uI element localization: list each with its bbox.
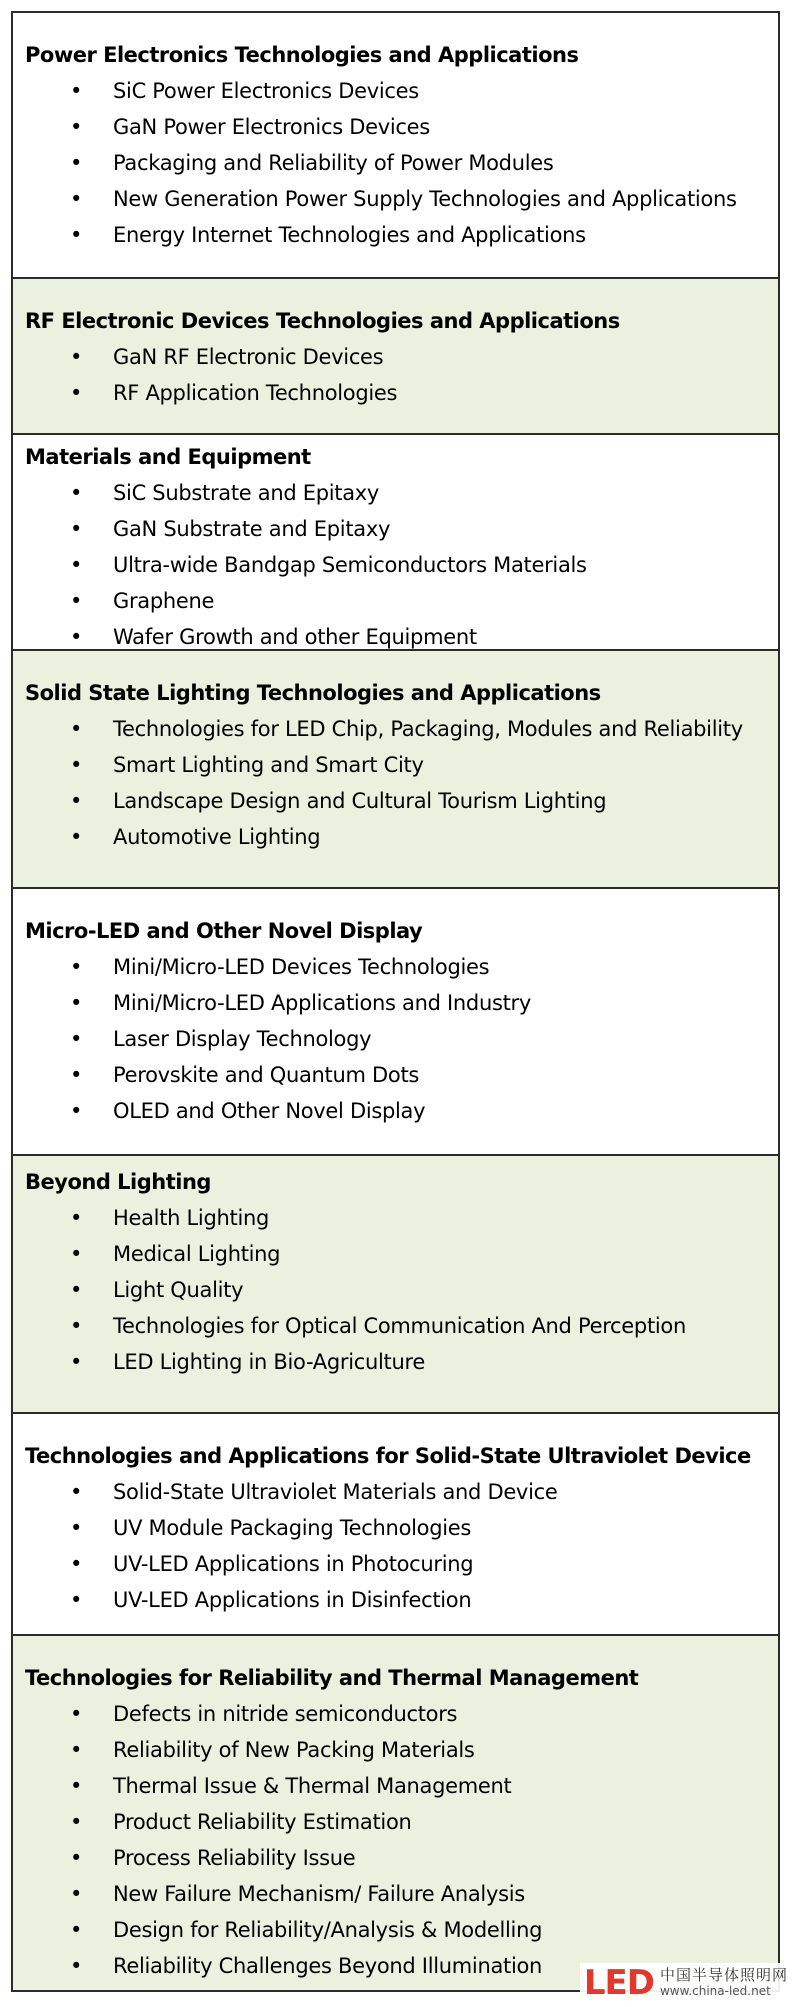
bullet-icon: • <box>70 1954 83 1978</box>
bullet-icon: • <box>70 517 83 541</box>
bullet-icon: • <box>70 1846 83 1870</box>
bullet-icon: • <box>70 1027 83 1051</box>
list-item <box>25 1236 770 1272</box>
list-item <box>25 109 770 145</box>
bullet-icon: • <box>70 1738 83 1762</box>
item-text: Automotive Lighting <box>113 825 321 849</box>
bullet-icon: • <box>70 1774 83 1798</box>
item-text: Graphene <box>113 589 215 613</box>
item-text: GaN RF Electronic Devices <box>113 345 384 369</box>
list-item <box>25 1696 770 1732</box>
item-text: GaN Substrate and Epitaxy <box>113 517 391 541</box>
section-power-electronics <box>13 13 778 279</box>
item-text: Reliability of New Packing Materials <box>113 1738 475 1762</box>
bullet-icon: • <box>70 825 83 849</box>
item-text: Mini/Micro-LED Applications and Industry <box>113 991 531 1015</box>
bullet-icon: • <box>70 1206 83 1230</box>
list-item <box>25 1546 770 1582</box>
bullet-icon: • <box>70 79 83 103</box>
item-text: Reliability Challenges Beyond Illumination <box>113 1954 543 1978</box>
list-item <box>25 1768 770 1804</box>
list-item <box>25 1272 770 1308</box>
item-text: Design for Reliability/Analysis & Modelling <box>113 1918 543 1942</box>
item-text: Technologies for LED Chip, Packaging, Modules and Reliability <box>113 717 743 741</box>
topic-list <box>25 339 770 411</box>
item-text: Medical Lighting <box>113 1242 281 1266</box>
watermark-site-name: 中国半导体照明网 <box>659 1966 788 1984</box>
bullet-icon: • <box>70 789 83 813</box>
list-item <box>25 1582 770 1618</box>
list-item <box>25 819 770 855</box>
item-text: Ultra-wide Bandgap Semiconductors Materials <box>113 553 587 577</box>
section-reliability-thermal <box>13 1636 778 1990</box>
bullet-icon: • <box>70 1063 83 1087</box>
bullet-icon: • <box>70 753 83 777</box>
list-item <box>25 1804 770 1840</box>
list-item <box>25 1732 770 1768</box>
list-item <box>25 1344 770 1380</box>
bullet-icon: • <box>70 955 83 979</box>
section-title: RF Electronic Devices Technologies and Applications <box>25 309 620 333</box>
section-rf-electronic <box>13 279 778 435</box>
list-item <box>25 1876 770 1912</box>
list-item <box>25 711 770 747</box>
bullet-icon: • <box>70 381 83 405</box>
section-title: Micro-LED and Other Novel Display <box>25 919 423 943</box>
topic-list <box>25 949 770 1129</box>
list-item <box>25 475 770 511</box>
list-item <box>25 619 770 655</box>
list-item <box>25 181 770 217</box>
list-item <box>25 949 770 985</box>
bullet-icon: • <box>70 151 83 175</box>
bullet-icon: • <box>70 1918 83 1942</box>
item-text: Energy Internet Technologies and Applications <box>113 223 586 247</box>
item-text: OLED and Other Novel Display <box>113 1099 426 1123</box>
bullet-icon: • <box>70 345 83 369</box>
list-item <box>25 145 770 181</box>
list-item <box>25 1057 770 1093</box>
list-item <box>25 783 770 819</box>
item-text: SiC Power Electronics Devices <box>113 79 419 103</box>
item-text: Landscape Design and Cultural Tourism Lighting <box>113 789 607 813</box>
bullet-icon: • <box>70 1278 83 1302</box>
item-text: Packaging and Reliability of Power Modules <box>113 151 554 175</box>
list-item <box>25 1308 770 1344</box>
topic-list <box>25 1474 770 1618</box>
item-text: Process Reliability Issue <box>113 1846 356 1870</box>
bullet-icon: • <box>70 1702 83 1726</box>
bullet-icon: • <box>70 115 83 139</box>
list-item <box>25 1474 770 1510</box>
bullet-icon: • <box>70 1480 83 1504</box>
list-item <box>25 1093 770 1129</box>
list-item <box>25 375 770 411</box>
section-materials-equipment <box>13 435 778 651</box>
item-text: UV Module Packaging Technologies <box>113 1516 472 1540</box>
item-text: Light Quality <box>113 1278 244 1302</box>
watermark-text <box>660 1967 788 1999</box>
list-item <box>25 1840 770 1876</box>
bullet-icon: • <box>70 1099 83 1123</box>
section-title: Solid State Lighting Technologies and Applications <box>25 681 601 705</box>
topic-list <box>25 475 770 655</box>
bullet-icon: • <box>70 1552 83 1576</box>
item-text: GaN Power Electronics Devices <box>113 115 430 139</box>
item-text: Solid-State Ultraviolet Materials and Device <box>113 1480 558 1504</box>
topic-list <box>25 1696 770 1984</box>
item-text: LED Lighting in Bio-Agriculture <box>113 1350 425 1374</box>
list-item <box>25 1510 770 1546</box>
list-item <box>25 583 770 619</box>
list-item <box>25 747 770 783</box>
item-text: Product Reliability Estimation <box>113 1810 412 1834</box>
bullet-icon: • <box>70 1810 83 1834</box>
bullet-icon: • <box>70 1350 83 1374</box>
item-text: SiC Substrate and Epitaxy <box>113 481 380 505</box>
item-text: UV-LED Applications in Disinfection <box>113 1588 472 1612</box>
topics-table <box>11 11 780 1992</box>
bullet-icon: • <box>70 717 83 741</box>
item-text: Smart Lighting and Smart City <box>113 753 424 777</box>
bullet-icon: • <box>70 589 83 613</box>
section-title: Beyond Lighting <box>25 1170 211 1194</box>
bullet-icon: • <box>70 553 83 577</box>
section-title: Technologies and Applications for Solid-State Ultraviolet Device <box>25 1444 751 1468</box>
item-text: Thermal Issue & Thermal Management <box>113 1774 512 1798</box>
section-solid-state-lighting <box>13 651 778 889</box>
list-item <box>25 547 770 583</box>
item-text: Perovskite and Quantum Dots <box>113 1063 420 1087</box>
bullet-icon: • <box>70 991 83 1015</box>
topic-list <box>25 1200 770 1380</box>
led-logo: LED <box>583 1963 654 2003</box>
item-text: New Generation Power Supply Technologies and Applications <box>113 187 737 211</box>
bullet-icon: • <box>70 625 83 649</box>
item-text: Laser Display Technology <box>113 1027 372 1051</box>
list-item <box>25 985 770 1021</box>
item-text: Wafer Growth and other Equipment <box>113 625 477 649</box>
topic-list <box>25 73 770 253</box>
bullet-icon: • <box>70 187 83 211</box>
bullet-icon: • <box>70 1242 83 1266</box>
list-item <box>25 511 770 547</box>
section-solid-state-uv <box>13 1414 778 1636</box>
item-text: UV-LED Applications in Photocuring <box>113 1552 474 1576</box>
list-item <box>25 1912 770 1948</box>
list-item <box>25 1021 770 1057</box>
bullet-icon: • <box>70 481 83 505</box>
item-text: Defects in nitride semiconductors <box>113 1702 458 1726</box>
section-beyond-lighting <box>13 1156 778 1414</box>
item-text: Mini/Micro-LED Devices Technologies <box>113 955 490 979</box>
section-micro-led-display <box>13 889 778 1156</box>
watermark-url: www.china-led.net <box>659 1984 771 1998</box>
item-text: Technologies for Optical Communication And Perception <box>113 1314 686 1338</box>
bullet-icon: • <box>70 1516 83 1540</box>
section-title: Power Electronics Technologies and Applications <box>25 43 579 67</box>
bullet-icon: • <box>70 223 83 247</box>
section-title: Technologies for Reliability and Thermal Management <box>25 1666 639 1690</box>
item-text: RF Application Technologies <box>113 381 398 405</box>
topic-list <box>25 711 770 855</box>
section-title: Materials and Equipment <box>25 445 311 469</box>
bullet-icon: • <box>70 1314 83 1338</box>
bullet-icon: • <box>70 1882 83 1906</box>
item-text: Health Lighting <box>113 1206 270 1230</box>
bullet-icon: • <box>70 1588 83 1612</box>
list-item <box>25 73 770 109</box>
list-item <box>25 1200 770 1236</box>
item-text: New Failure Mechanism/ Failure Analysis <box>113 1882 525 1906</box>
list-item <box>25 339 770 375</box>
site-watermark <box>580 1963 792 2003</box>
list-item <box>25 217 770 253</box>
